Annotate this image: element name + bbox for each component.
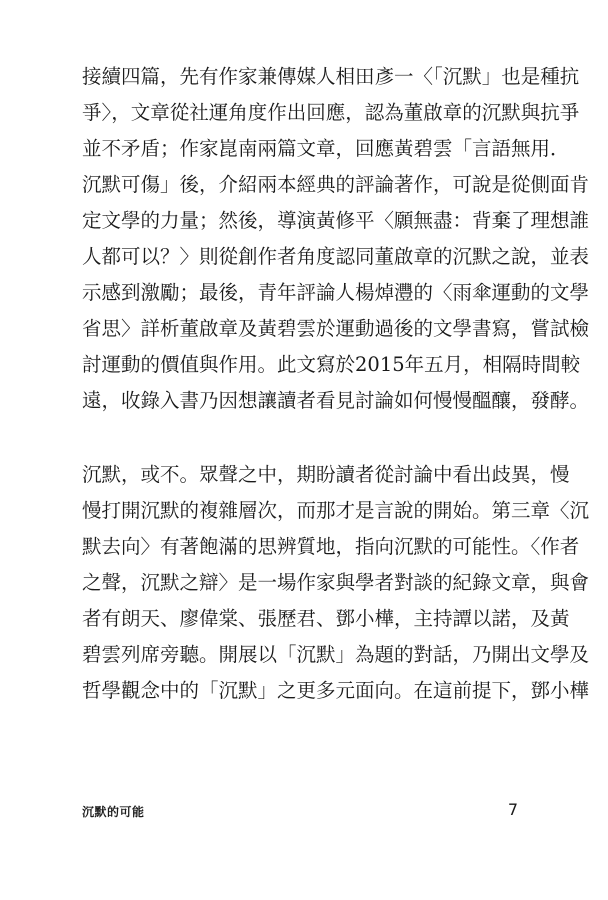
text-line: 爭〉，文章從社運角度作出回應，認為董啟章的沉默與抗爭	[82, 101, 580, 124]
text-line: 遠，收錄入書乃因想讓讀者看見討論如何慢慢醞釀，發酵。	[82, 389, 590, 412]
page-number: 7	[507, 800, 518, 819]
paragraph-1	[82, 59, 590, 419]
text-line: 碧雲列席旁聽。開展以「沉默」為題的對話，乃開出文學及	[82, 643, 590, 666]
text-line: 示感到激勵；最後，青年評論人楊焯灃的〈雨傘運動的文學	[82, 281, 590, 304]
text-line: 哲學觀念中的「沉默」之更多元面向。在這前提下，鄧小樺	[82, 679, 590, 702]
text-line: 討運動的價值與作用。此文寫於2015年五月，相隔時間較	[82, 353, 581, 376]
text-line: 慢打開沉默的複雜層次，而那才是言說的開始。第三章〈沉	[82, 499, 590, 522]
body-text	[82, 59, 590, 709]
paragraph-spacer	[82, 419, 522, 457]
text-line: 沉默可傷」後，介紹兩本經典的評論著作，可說是從側面肯	[82, 173, 590, 196]
text-line: 人都可以？〉則從創作者角度認同董啟章的沉默之說，並表	[82, 245, 590, 268]
text-line: 默去向〉有著飽滿的思辨質地，指向沉默的可能性。〈作者	[82, 535, 580, 558]
text-line: 並不矛盾；作家崑南兩篇文章，回應黃碧雲「言語無用．	[82, 137, 570, 160]
text-line: 者有朗天、廖偉棠、張歷君、鄧小樺，主持譚以諾，及黃	[82, 607, 570, 630]
text-line: 沉默，或不。眾聲之中，期盼讀者從討論中看出歧異，慢	[82, 463, 570, 486]
text-line: 接續四篇，先有作家兼傳媒人相田彥一〈「沉默」也是種抗	[82, 65, 580, 88]
text-line: 之聲，沉默之辯〉是一場作家與學者對談的紀錄文章，與會	[82, 571, 590, 594]
running-footer-title: 沉默的可能	[82, 805, 145, 819]
paragraph-2	[82, 457, 590, 709]
text-line: 定文學的力量；然後，導演黃修平〈願無盡：背棄了理想誰	[82, 209, 590, 232]
text-line: 省思〉詳析董啟章及黃碧雲於運動過後的文學書寫，嘗試檢	[82, 317, 590, 340]
